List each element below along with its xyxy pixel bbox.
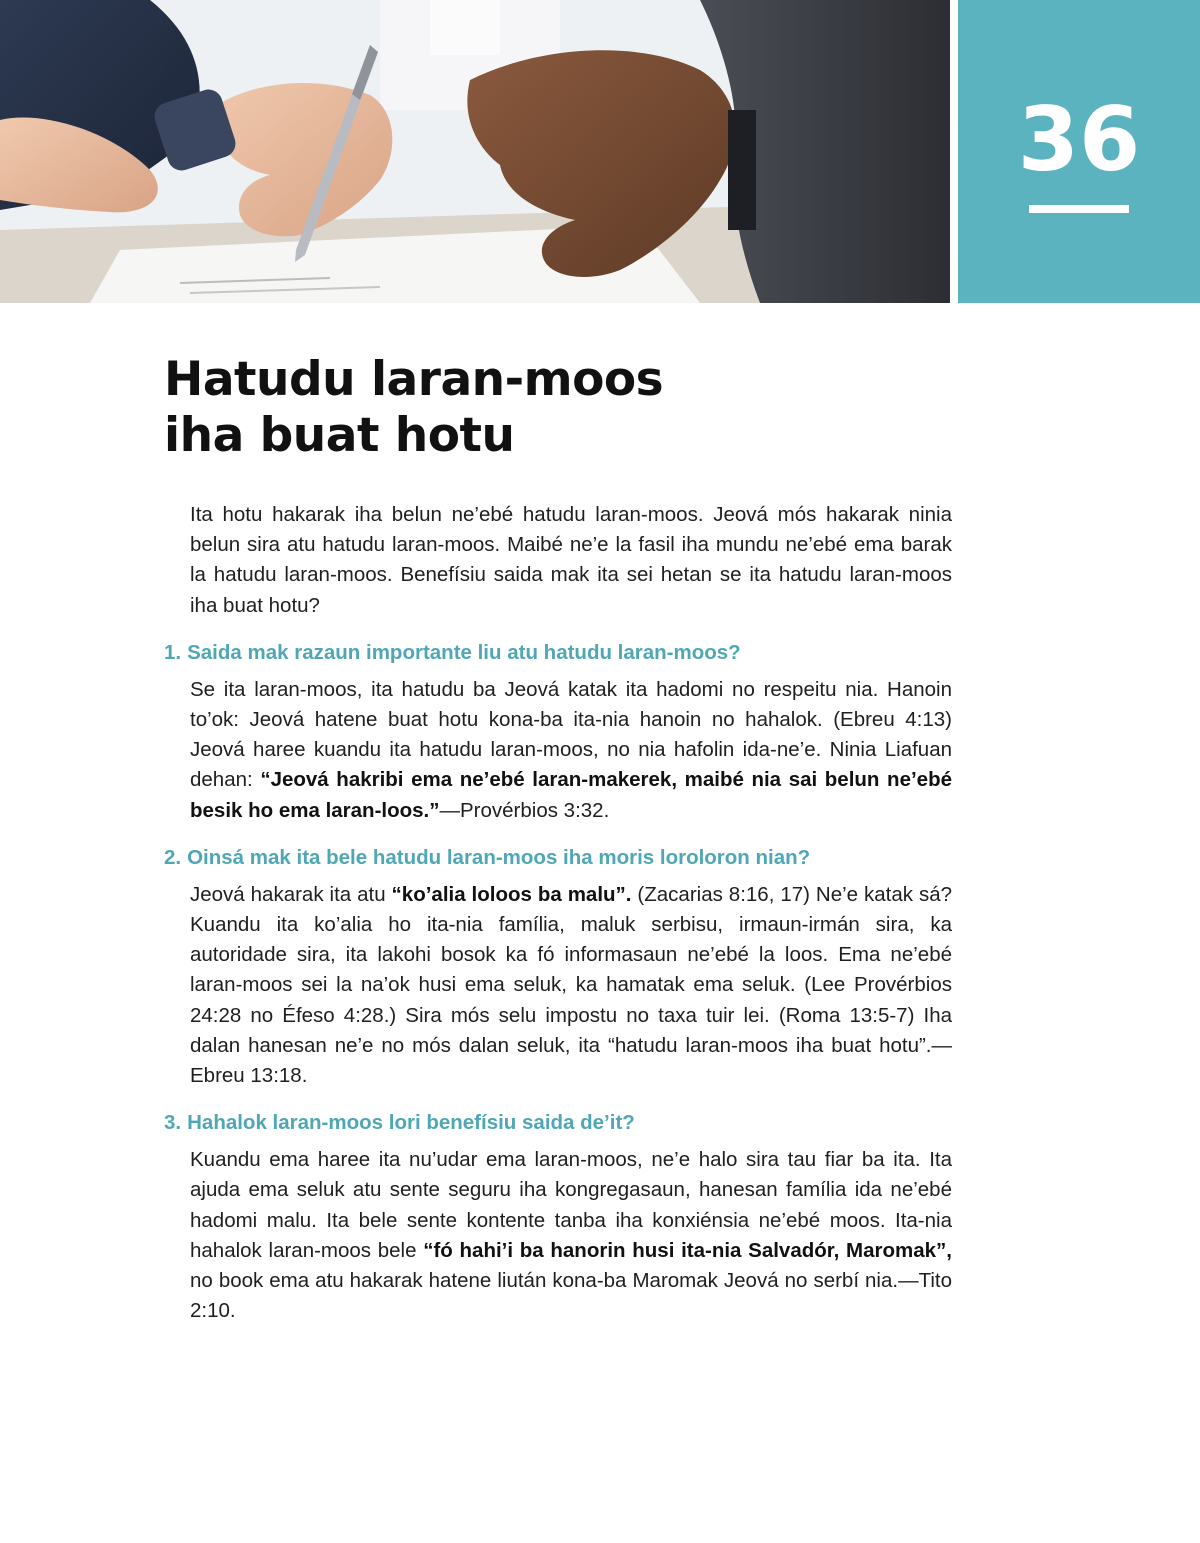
page-title-line-1: Hatudu laran-moos (164, 352, 664, 407)
page-title-line-2: iha buat hotu (164, 408, 515, 463)
lesson-number-underline (1029, 205, 1129, 213)
answer-2-paragraph (190, 880, 952, 1091)
question-2-number: 2. (164, 845, 182, 869)
answer-2-text-a: Jeová hakarak ita atu (190, 882, 392, 906)
answer-1-paragraph (190, 675, 952, 826)
answer-3-paragraph (190, 1145, 952, 1326)
answer-1-text-a: Se ita laran-moos, ita hatudu ba Jeová katak ita hadomi no respeitu nia. Hanoin to’ok: Jeová hatene buat hotu kona-ba ita-nia hanoin no hahalok. (Ebreu 4:13) Jeová haree kuandu ita hatudu laran-moos, no nia hafolin ida-ne’e. Ninia Liafuan dehan: (190, 677, 952, 792)
lesson-number-tab (958, 0, 1200, 303)
intro-paragraph: Ita hotu hakarak iha belun ne’ebé hatudu laran-moos. Jeová mós hakarak ninia belun sira atu hatudu laran-moos. Maibé ne’e la fasil iha mundu ne’ebé ema barak la hatudu laran-moos. Benefísiu saida mak ita sei hetan se ita hatudu laran-moos iha buat hotu? (190, 503, 952, 617)
question-3-text: Hahalok laran-moos lori benefísiu saida de’it? (187, 1111, 635, 1135)
question-1-text: Saida mak razaun importante liu atu hatudu laran-moos? (187, 640, 741, 664)
question-2-text: Oinsá mak ita bele hatudu laran-moos iha moris loroloron nian? (187, 845, 811, 869)
answer-3-text-a: Kuandu ema haree ita nu’udar ema laran-moos, ne’e halo sira tau fiar ba ita. Ita ajuda ema seluk atu sente seguru iha kongregasaun, hanesan família ida ne’ebé hadomi malu. Ita bele sente kontente tanba iha konxiénsia ne’ebé moos. Ita-nia hahalok laran-moos bele (190, 1148, 952, 1262)
answer-1-text-b: —Provérbios 3:32. (439, 798, 610, 822)
question-3 (164, 1109, 952, 1137)
answer-1-bold-quote: “Jeová hakribi ema ne’ebé laran-makerek, maibé nia sai belun ne’ebé besik ho ema laran-loos.” (190, 768, 952, 822)
question-2 (164, 844, 952, 872)
hero-photo (0, 0, 950, 303)
question-3-number: 3. (164, 1111, 182, 1135)
answer-3-bold-quote: “fó hahi’i ba hanorin husi ita-nia Salvadór, Maromak”, (423, 1238, 952, 1262)
lesson-body (164, 500, 952, 1326)
page-title (164, 352, 884, 464)
question-1-number: 1. (164, 640, 182, 664)
answer-3-text-b: no book ema atu hakarak hatene liután kona-ba Maromak Jeová no serbí nia.—Tito 2:10. (190, 1269, 952, 1323)
handshake-illustration (0, 0, 950, 303)
lesson-number: 36 (1017, 88, 1141, 191)
question-1 (164, 639, 952, 667)
answer-2-text-b: (Zacarias 8:16, 17) Ne’e katak sá? Kuandu ita ko’alia ho ita-nia família, maluk serbisu, irmaun-irmán sira, ka autoridade sira, ita lakohi bosok ka fó informasaun ne’ebé la loos. Ema ne’ebé laran-moos sei la na’ok husi ema seluk, ka hamatak ema seluk. (Lee Provérbios 24:28 no Éfeso 4:28.) Sira mós selu impostu no taxa tuir lei. (Roma 13:5-7) Iha dalan hanesan ne’e no mós dalan seluk, ita “hatudu laran-moos iha buat hotu”.—Ebreu 13:18. (190, 882, 952, 1088)
answer-2-bold-quote: “ko’alia loloos ba malu”. (391, 882, 632, 906)
